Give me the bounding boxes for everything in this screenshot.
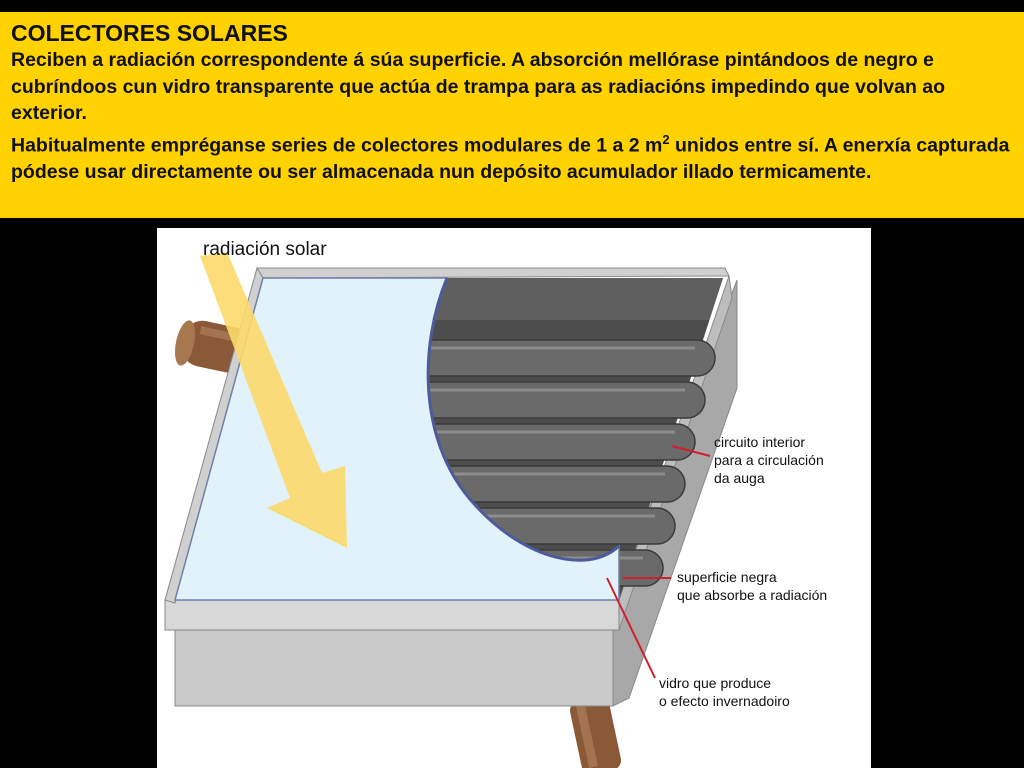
slide-title: COLECTORES SOLARES — [11, 20, 288, 46]
back-rim — [257, 268, 729, 278]
text-panel — [0, 12, 1024, 218]
solar-collector-diagram — [157, 228, 871, 768]
absorber-top-band — [427, 278, 723, 320]
circuit-label-3: da auga — [714, 470, 765, 486]
paragraph-2-end: unidos entre sí. A enerxía capturada pódese usar directamente ou ser almacenada nun depósito acumulador illado termicamente. — [11, 134, 1010, 183]
glass-label-1: vidro que produce — [659, 675, 772, 691]
front-rim — [165, 600, 619, 630]
diagram-svg — [157, 228, 871, 768]
surface-label-1: superficie negra — [677, 569, 777, 585]
paragraph-2 — [11, 127, 1012, 186]
paragraph-2-start: Habitualmente empréganse series de colectores modulares de 1 a 2 m — [11, 134, 663, 156]
paragraph-1: Reciben a radiación correspondente á súa superficie. A absorción mellórase pintándoos de negro e cubríndoos cun vidro transparente que actúa de trampa para as radiacións impedindo que volvan ao exterior. — [11, 49, 946, 124]
radiation-label: radiación solar — [203, 239, 327, 260]
circuit-label-1: circuito interior — [714, 434, 806, 450]
circuit-label-2: para a circulación — [714, 452, 824, 468]
surface-label-2: que absorbe a radiación — [677, 587, 828, 603]
superscript-2: 2 — [662, 131, 670, 147]
glass-label-2: o efecto invernadoiro — [659, 693, 790, 709]
